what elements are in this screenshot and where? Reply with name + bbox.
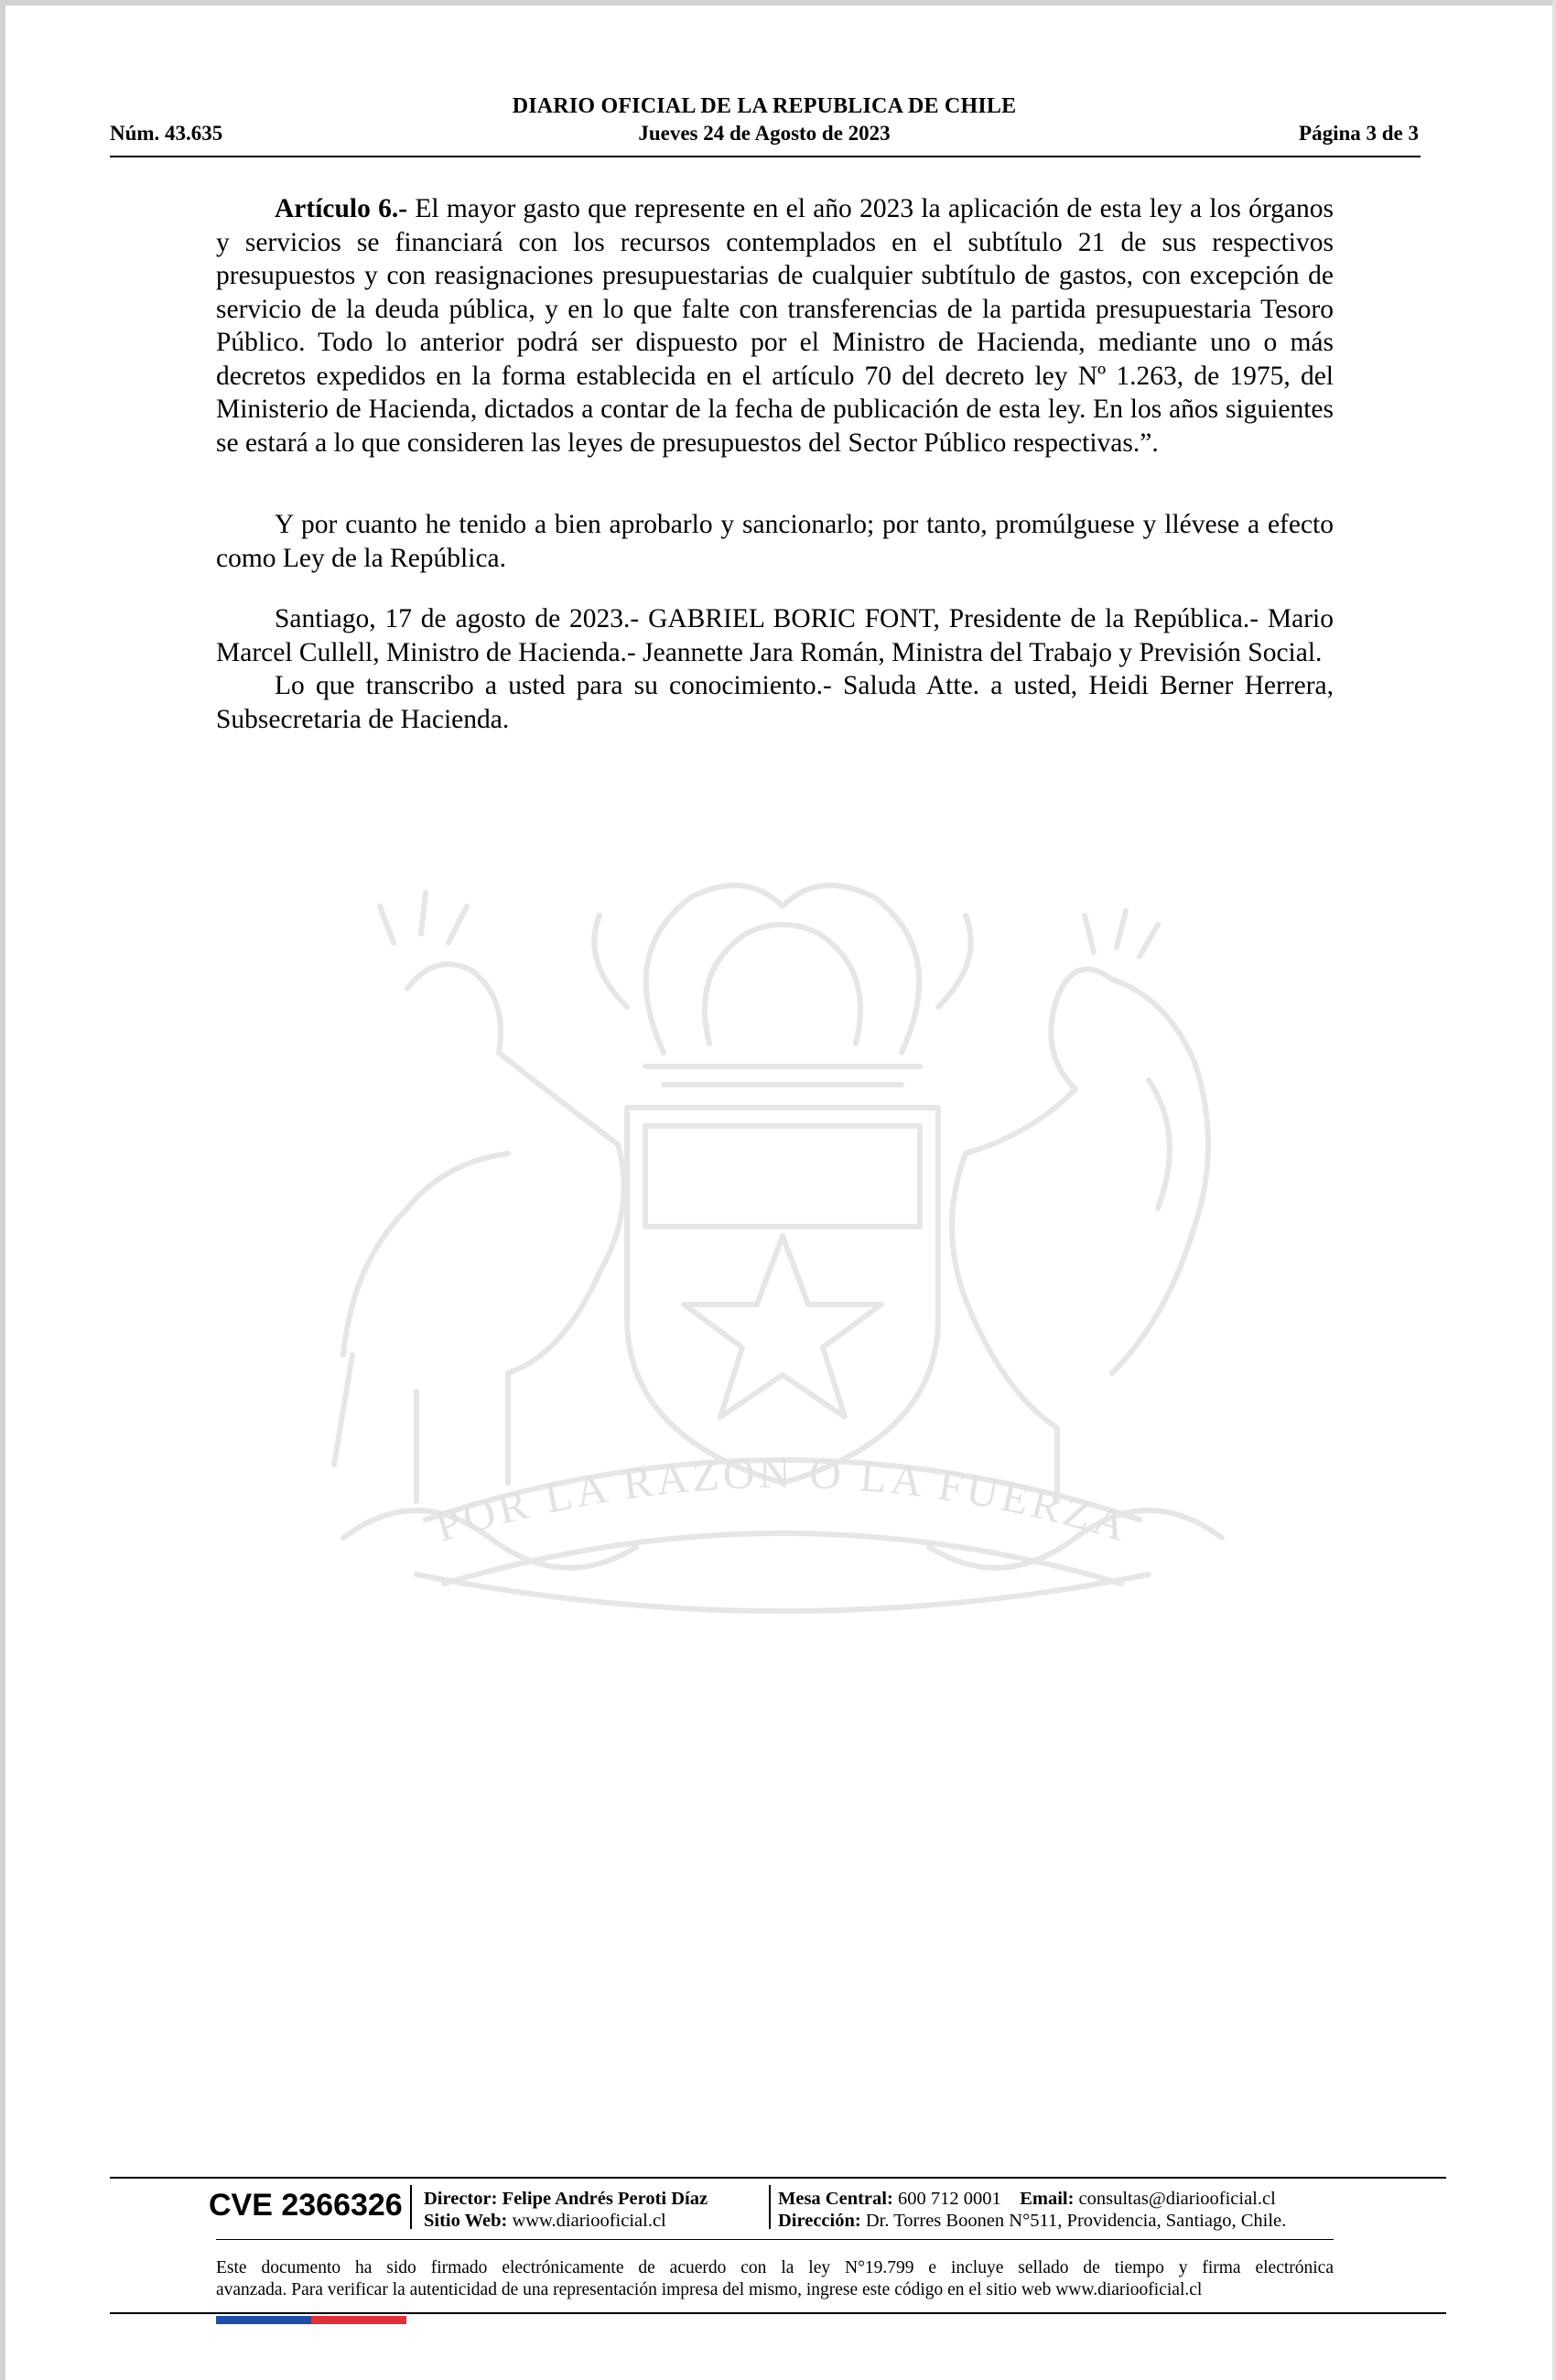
- page-number: Página 3 de 3: [1299, 122, 1419, 145]
- article-6-paragraph: [216, 192, 1334, 460]
- footer-separator: [769, 2185, 771, 2229]
- promulgation-text: Y por cuanto he tenido a bien aprobarlo y sancionarlo; por tanto, promúlguese y llévese a efecto como Ley de la República.: [216, 510, 1334, 573]
- flag-stripe-blue: [216, 2316, 311, 2324]
- issue-number: Núm. 43.635: [110, 122, 223, 145]
- flag-stripe-red: [311, 2316, 406, 2324]
- footer-divider: [110, 2177, 1446, 2179]
- footer-contact-info: [778, 2188, 1286, 2232]
- watermark-motto: POR LA RAZON O LA FUERZA: [429, 1448, 1136, 1552]
- legal-notice-line: Este documento ha sido firmado electrónicamente de acuerdo con la ley N°19.799 e incluye sellado de tiempo y firma electrónica: [216, 2258, 1334, 2277]
- signatures-text: Santiago, 17 de agosto de 2023.- GABRIEL BORIC FONT, Presidente de la República.- Mario Marcel Cullell, Ministro de Hacienda.- Jeannette Jara Román, Ministra del Trabajo y Previsión Social.: [216, 604, 1334, 667]
- issue-date: Jueves 24 de Agosto de 2023: [638, 122, 891, 145]
- frame-edge: [0, 0, 5, 2380]
- director-name: Felipe Andrés Peroti Díaz: [502, 2189, 708, 2209]
- footer-separator: [410, 2185, 412, 2229]
- legal-notice-line: avanzada. Para verificar la autenticidad de una representación impresa del mismo, ingrese este código en el sitio web www.diariooficial.cl: [216, 2280, 1203, 2299]
- director-label: Director:: [424, 2189, 498, 2209]
- email-link[interactable]: consultas@diariooficial.cl: [1078, 2189, 1276, 2209]
- cve-code: CVE 2366326: [209, 2188, 403, 2223]
- article-6: [216, 192, 1334, 460]
- legal-notice: [216, 2257, 1334, 2301]
- frame-edge: [0, 0, 1556, 5]
- address-text: Dr. Torres Boonen N°511, Providencia, Santiago, Chile.: [865, 2211, 1287, 2231]
- gazette-title: DIARIO OFICIAL DE LA REPUBLICA DE CHILE: [512, 94, 1017, 118]
- footer-bottom-divider: [110, 2312, 1446, 2314]
- footer-director-info: [424, 2188, 708, 2232]
- transcription-text: Lo que transcribo a usted para su conocimiento.- Saluda Atte. a usted, Heidi Berner Herrera, Subsecretaria de Hacienda.: [216, 671, 1334, 734]
- header-divider: [110, 156, 1421, 157]
- article-6-label: Artículo 6.-: [275, 194, 408, 223]
- article-6-text: El mayor gasto que represente en el año 2023 la aplicación de esta ley a los órganos y servicios se financiará con los recursos contemplados en el subtítulo 21 de sus respectivos presupuestos y con reasignaciones presupuestarias de cualquier subtítulo de gastos, con excepción de servicio de la deuda pública, y en lo que falte con transferencias de la partida presupuestaria Tesoro Público. Todo lo anterior podrá ser dispuesto por el Ministro de Hacienda, mediante uno o más decretos expedidos en la forma establecida en el artículo 70 del decreto ley Nº 1.263, de 1975, del Ministerio de Hacienda, dictados a contar de la fecha de publicación de esta ley. En los años siguientes se estará a lo que consideren las leyes de presupuestos del Sector Público respectivas.”.: [216, 194, 1334, 458]
- signature-block: [216, 602, 1334, 736]
- website-link[interactable]: www.diariooficial.cl: [512, 2211, 666, 2231]
- promulgation-paragraph: [216, 508, 1334, 575]
- phone-number: 600 712 0001: [897, 2189, 1001, 2209]
- email-label: Email:: [1020, 2189, 1075, 2209]
- chile-coat-of-arms-watermark-icon: [233, 842, 1332, 1666]
- address-label: Dirección:: [778, 2211, 861, 2231]
- footer-thin-divider: [216, 2239, 1334, 2240]
- phone-label: Mesa Central:: [778, 2189, 893, 2209]
- website-label: Sitio Web:: [424, 2211, 508, 2231]
- frame-edge: [1552, 0, 1556, 2380]
